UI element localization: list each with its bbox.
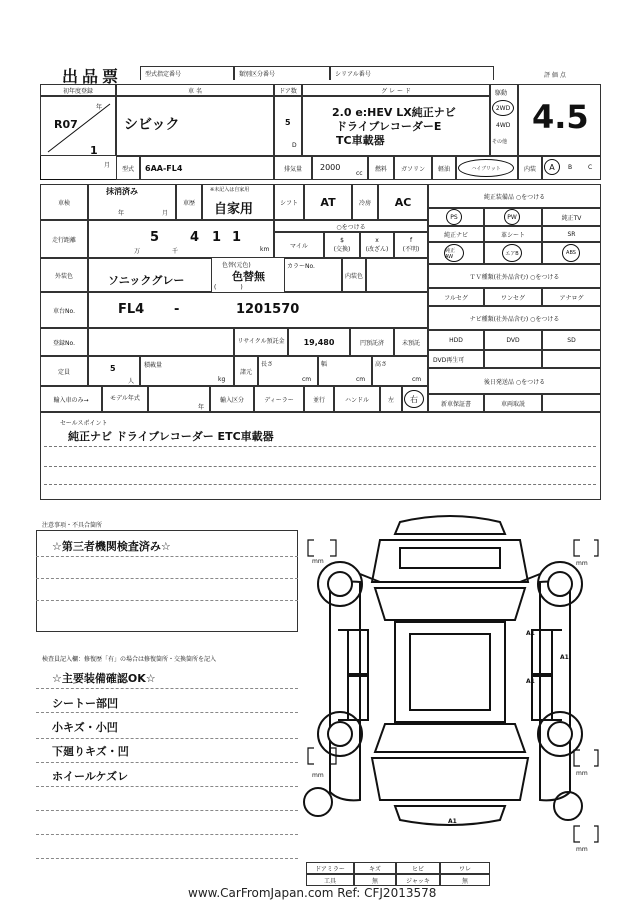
import-parallel: 並行 (304, 386, 334, 412)
meter-s: $ (340, 237, 344, 244)
color-change-label: 色替(元色) (222, 262, 251, 269)
mileage-cell (88, 220, 274, 258)
caution-line-1 (36, 556, 298, 557)
recycle-value: 19,480 (288, 328, 350, 356)
grade-line1: 2.0 e:HEV LX純正ナビ (332, 106, 456, 119)
recycle-status: 円預託済 (350, 328, 394, 356)
inspector-line-8 (36, 858, 298, 859)
recycle-unpaid: 未預託 (394, 328, 428, 356)
color-change-value: 色替無 (232, 270, 265, 283)
chassis-dash: - (174, 302, 180, 317)
later-warranty: 新車保証書 (428, 394, 484, 412)
fuel-gasoline: ガソリン (394, 156, 432, 180)
mileage-digit-1: 5 (150, 230, 160, 245)
length-label: 長さ (261, 361, 274, 368)
color-label: 外装色 (40, 258, 88, 292)
car-diagram (300, 510, 600, 850)
handle-right-circled: 右 (404, 390, 424, 408)
width-cm: cm (356, 376, 366, 383)
mileage-digit-3: 1 (212, 230, 222, 245)
chassis-prefix: FL4 (118, 302, 145, 317)
mileage-digit-2: 4 (190, 230, 200, 245)
sales-line-1 (44, 446, 596, 447)
sales-line-3 (44, 484, 596, 485)
legend-h1: ドアミラー (306, 862, 354, 874)
inspector-line-2 (36, 712, 298, 713)
navi-type-title: ナビ種類(社外品含む) ○をつける (428, 306, 601, 330)
equip-abs-circled: ABS (562, 244, 580, 262)
tv-oneseg: ワンセグ (484, 288, 542, 306)
mileage-sen: 千 (172, 248, 179, 255)
navi-dvd: DVD (484, 330, 542, 350)
import-dealer: ディーラー (254, 386, 304, 412)
mileage-man: 万 (134, 248, 141, 255)
load-label: 積載量 (144, 362, 163, 369)
doors-value: 5 (285, 118, 291, 127)
damage-mark-2: A1 (560, 654, 569, 661)
form-title: 出品票 (62, 67, 123, 86)
equip-aw-circled: 純正AW (444, 244, 464, 262)
meter-s-cell (324, 232, 360, 258)
color-value: ソニックグレー (108, 274, 185, 287)
caution-item-1: ☆第三者機関検査済み☆ (52, 540, 171, 553)
meter-s-sub: (交換) (333, 246, 351, 253)
interior-a-circled: A (544, 159, 560, 175)
inspection-year: 年 (118, 210, 125, 217)
first-reg-month: 1 (90, 144, 98, 157)
interior-color-label: 内装色 (342, 258, 366, 292)
inspector-item-4: 下廻りキズ・凹 (52, 745, 129, 758)
dvd-player: DVD再生可 (428, 350, 484, 368)
interior-color-cell (366, 258, 428, 292)
sales-text: 純正ナビ ドライブレコーダー ETC車載器 (68, 430, 274, 443)
sales-box (40, 412, 601, 500)
fuel-hybrid-circled: ハイブリット (458, 159, 514, 177)
inspector-item-1: ☆主要装備確認OK☆ (52, 672, 156, 685)
caution-label: 注意事項・不具合箇所 (42, 522, 103, 529)
grade-label: グ レ ー ド (302, 84, 490, 96)
equip-tv: 純正TV (542, 208, 601, 226)
inspector-line-6 (36, 810, 298, 811)
legend-r1: 工具 (306, 874, 354, 886)
month-suffix: 月 (104, 162, 111, 169)
chassis-label: 車台No. (40, 292, 88, 328)
handle-label: ハンドル (334, 386, 380, 412)
doors-label: ドア数 (274, 84, 302, 96)
equip-airbag-circled: エアB (502, 244, 522, 262)
equip-sr: SR (542, 226, 601, 242)
drive-4wd: 4WD (496, 122, 511, 129)
meter-f-sub: (不明) (402, 246, 420, 253)
color-no-label: カラーNo. (287, 263, 315, 270)
import-label: 輸入車のみ→ (40, 386, 102, 412)
drive-other: その他 (492, 139, 508, 145)
ac-value: AC (378, 184, 428, 220)
grade-line3: TC車載器 (336, 134, 385, 147)
color-no-cell (284, 258, 342, 292)
tv-analog: アナログ (542, 288, 601, 306)
meter-f-cell (394, 232, 428, 258)
inspector-line-4 (36, 762, 298, 763)
dvd-blank-1 (484, 350, 542, 368)
legend-h2: キズ (354, 862, 396, 874)
length-cm: cm (302, 376, 312, 383)
meter-x-sub: (改ざん) (365, 246, 389, 253)
legend-h3: ヒビ (396, 862, 440, 874)
tv-type-title: ＴＶ種類(社外品含む) ○をつける (428, 264, 601, 288)
serial-label: シリアル番号 (330, 66, 494, 80)
equipment-title: 純正装備品 ○をつける (428, 184, 601, 208)
later-manual: 車両取説 (484, 394, 542, 412)
door-suffix: D (292, 142, 297, 149)
equip-pw-circled: PW (504, 209, 520, 225)
model-type: 6AA-FL4 (140, 156, 274, 180)
inspection-value: 抹消済み (106, 187, 138, 196)
meter-note: ○をつける (274, 220, 428, 232)
interior-b: B (568, 164, 573, 171)
capacity-label: 定員 (40, 356, 88, 386)
displacement-value: 2000 (320, 163, 341, 172)
equip-leather: 革シート (484, 226, 542, 242)
equip-ps-circled: PS (446, 209, 462, 225)
meter-x-cell (360, 232, 394, 258)
dim-label: 諸元 (234, 356, 258, 386)
inspection-label: 車検 (40, 184, 88, 220)
history-value: 自家用 (214, 202, 254, 217)
load-kg: kg (218, 376, 226, 383)
displacement-label: 排気量 (274, 156, 312, 180)
first-reg-label: 初年度登録 (40, 84, 116, 96)
legend-r4: 無 (440, 874, 490, 886)
interior-label: 内装 (518, 156, 542, 180)
chassis-number: 1201570 (236, 302, 300, 317)
inspector-line-1 (36, 688, 298, 689)
diagram-mm-5: mm (576, 846, 588, 853)
meter-x: x (375, 237, 379, 244)
inspector-item-5: ホイールケズレ (52, 770, 129, 783)
color-change-paren: ( ) (214, 284, 243, 291)
height-label: 高さ (375, 361, 388, 368)
diagram-mm-2: mm (576, 560, 588, 567)
reg-no-label: 登録No. (40, 328, 88, 356)
name-label: 車 名 (116, 84, 274, 96)
caution-line-2 (36, 578, 298, 579)
mileage-km: km (260, 246, 270, 253)
year-suffix: 年 (96, 104, 103, 111)
later-blank (542, 394, 601, 412)
fuel-light: 軽油 (432, 156, 456, 180)
history-note: ※未記入は自家用 (210, 187, 250, 193)
diagram-mm-4: mm (576, 770, 588, 777)
history-label: 車歴 (176, 184, 202, 220)
meter-f: f (409, 237, 413, 244)
dvd-blank-2 (542, 350, 601, 368)
cc-unit: cc (356, 170, 363, 177)
inspector-line-5 (36, 786, 298, 787)
vehicle-name: シビック (124, 117, 180, 133)
first-reg-slash (40, 96, 116, 156)
inspector-label: 検査員記入欄：修復歴「有」の場合は修復箇所・交換箇所を記入 (42, 656, 217, 663)
tv-fullseg: フルセグ (428, 288, 484, 306)
navi-hdd: HDD (428, 330, 484, 350)
shift-value: AT (304, 184, 352, 220)
model-spec-label: 型式指定番号 (140, 66, 234, 80)
reg-no-cell (88, 328, 234, 356)
width-label: 幅 (321, 361, 328, 368)
inspector-item-3: 小キズ・小凹 (52, 721, 118, 734)
equip-navi: 純正ナビ (428, 226, 484, 242)
handle-left: 左 (380, 386, 402, 412)
mileage-label: 走行距離 (40, 220, 88, 258)
ac-label: 冷房 (352, 184, 378, 220)
damage-mark-3: A1 (526, 678, 535, 685)
grade-line2: ドライブレコーダーE (336, 120, 442, 133)
diagram-mm-3: mm (312, 772, 324, 779)
interior-c: C (588, 164, 593, 171)
legend-h4: ワレ (440, 862, 490, 874)
model-year-unit: 年 (198, 404, 205, 411)
capacity-value: 5 (110, 364, 116, 373)
later-title: 後日発送品 ○をつける (428, 368, 601, 394)
inspector-item-2: シートー部凹 (52, 697, 118, 710)
meter-mile: マイル (274, 232, 324, 258)
capacity-unit: 人 (128, 378, 135, 385)
damage-mark-4: A1 (448, 818, 457, 825)
class-label: 類別区分番号 (234, 66, 330, 80)
model-type-label: 型式 (116, 156, 140, 180)
legend-r2: 無 (354, 874, 396, 886)
inspector-line-7 (36, 834, 298, 835)
damage-mark-1: A1 (526, 630, 535, 637)
caution-line-3 (36, 600, 298, 601)
inspector-line-3 (36, 738, 298, 739)
inspection-month: 月 (162, 210, 169, 217)
score-value: 4.5 (532, 98, 589, 136)
sales-line-2 (44, 466, 596, 467)
diagram-mm-1: mm (312, 558, 324, 565)
legend-r3: ジャッキ (396, 874, 440, 886)
mileage-digit-4: 1 (232, 230, 242, 245)
drive-2wd-circled: 2WD (492, 100, 514, 116)
watermark: www.CarFromJapan.com Ref: CFJ2013578 (188, 886, 437, 900)
drive-label: 駆動 (495, 90, 508, 97)
fuel-label: 燃料 (368, 156, 394, 180)
sales-label: セールスポイント (60, 420, 108, 427)
height-cm: cm (412, 376, 422, 383)
navi-sd: SD (542, 330, 601, 350)
score-header: 評 価 点 (544, 72, 566, 79)
shift-label: シフト (274, 184, 304, 220)
recycle-label: リサイクル預託金 (234, 328, 288, 356)
first-reg-year: R07 (54, 118, 78, 131)
import-type-label: 輸入区分 (210, 386, 254, 412)
model-year-label: モデル年式 (102, 386, 148, 412)
